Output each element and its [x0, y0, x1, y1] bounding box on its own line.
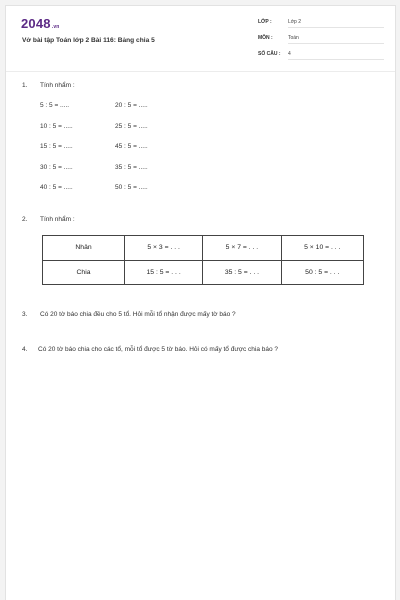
table-row [43, 260, 364, 285]
meta-value: Toán [288, 35, 384, 44]
calc-item: 50 : 5 = ..... [115, 184, 148, 191]
question-text: Có 20 tờ báo chia cho các tổ, mỗi tổ được 5 tờ báo. Hỏi có mấy tổ được chia báo ? [38, 346, 279, 353]
logo-text: 2048 [21, 16, 51, 31]
calc-item: 5 : 5 = ..... [40, 102, 70, 109]
table-cell: 5 × 3 = . . . [125, 236, 203, 261]
question-number: 4. [22, 346, 28, 353]
question-number: 2. [22, 216, 28, 223]
meta-label: MÔN : [258, 35, 273, 41]
calc-item: 25 : 5 = ..... [115, 123, 148, 130]
question-number: 1. [22, 82, 28, 89]
table-cell: 5 × 7 = . . . [203, 236, 281, 261]
table-cell: 15 : 5 = . . . [125, 260, 203, 285]
calc-item: 45 : 5 = ..... [115, 143, 148, 150]
question-text: Có 20 tờ báo chia đều cho 5 tổ. Hỏi mỗi tổ nhận được mấy tờ báo ? [40, 311, 236, 318]
table-row [43, 236, 364, 261]
table-cell-header: Nhân [43, 236, 125, 261]
table-cell: 35 : 5 = . . . [203, 260, 281, 285]
calc-item: 40 : 5 = ..... [40, 184, 73, 191]
table-cell: 50 : 5 = . . . [281, 260, 363, 285]
calc-item: 20 : 5 = ..... [115, 102, 148, 109]
document-title: Vở bài tập Toán lớp 2 Bài 116: Bảng chia 5 [22, 37, 155, 44]
table-cell-header: Chia [43, 260, 125, 285]
calc-item: 15 : 5 = ..... [40, 143, 73, 150]
calc-item: 35 : 5 = ..... [115, 164, 148, 171]
calc-item: 10 : 5 = ..... [40, 123, 73, 130]
question-prompt: Tính nhẩm : [40, 216, 75, 223]
meta-value: 4 [288, 51, 384, 60]
meta-value: Lớp 2 [288, 19, 384, 28]
worksheet-header [6, 6, 395, 72]
question-prompt: Tính nhẩm : [40, 82, 75, 89]
multiplication-division-table [42, 235, 364, 285]
calc-item: 30 : 5 = ..... [40, 164, 73, 171]
question-number: 3. [22, 311, 28, 318]
meta-label: LỚP : [258, 19, 272, 25]
meta-label: SỐ CÂU : [258, 51, 281, 57]
site-logo[interactable] [21, 16, 60, 31]
worksheet-page [5, 5, 396, 600]
logo-suffix: .vn [51, 24, 60, 30]
table-cell: 5 × 10 = . . . [281, 236, 363, 261]
